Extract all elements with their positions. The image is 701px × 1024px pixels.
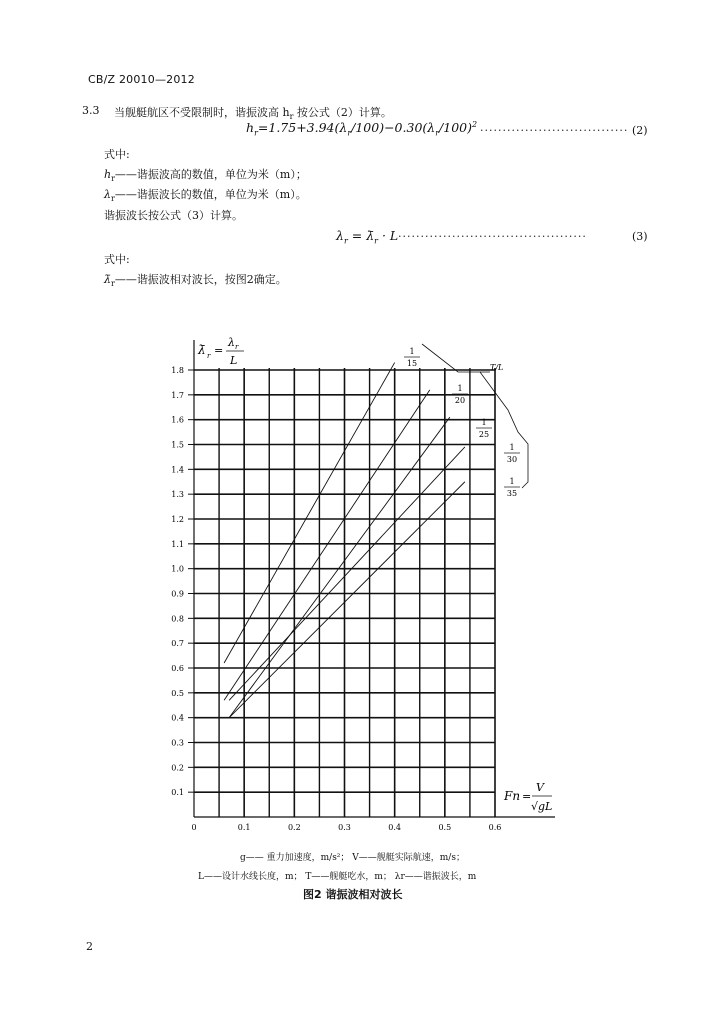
y-label-den: L <box>230 354 238 367</box>
y-tick-label: 1.0 <box>171 564 184 574</box>
definition-lambda: $\lambda_r——$谐振波长的数值，单位为米（m）。 <box>104 188 307 204</box>
legend-bracket <box>422 344 528 488</box>
series-line-25 <box>229 417 450 717</box>
leader-dots: ·········································· <box>398 230 587 243</box>
legend-num: 1 <box>509 443 515 452</box>
x-tick-label: 0.3 <box>338 823 351 832</box>
x-tick-label: 0.5 <box>438 823 452 832</box>
y-tick-labels <box>171 366 184 797</box>
formula-2-number: (2) <box>632 124 648 137</box>
caption-line-2: L——设计水线长度，m； T——舰艇吃水，m； λr——谐振波长，m <box>198 872 477 882</box>
page-number: 2 <box>86 940 93 953</box>
relative-wavelength-chart <box>150 322 570 852</box>
y-tick-label: 0.1 <box>171 788 184 798</box>
x-label-den: √gL <box>531 800 553 813</box>
series-line-20 <box>224 390 430 700</box>
formula-3-intro: 谐振波长按公式（3）计算。 <box>104 209 243 222</box>
x-label-num: V <box>536 781 544 794</box>
y-tick-label: 1.6 <box>171 415 184 425</box>
legend <box>404 344 528 498</box>
definition-h: $h_r——$谐振波高的数值，单位为米（m）； <box>104 168 307 184</box>
caption-line-1: g—— 重力加速度，m/s²； V——舰艇实际航速，m/s； <box>240 853 465 863</box>
legend-num: 1 <box>509 477 515 486</box>
legend-title: T/L <box>490 363 504 372</box>
legend-den: 15 <box>406 359 418 368</box>
x-label-lhs: Fn <box>504 789 521 803</box>
legend-den: 20 <box>454 396 466 405</box>
where-label: 式中: <box>104 148 130 161</box>
series-line-35 <box>229 482 465 718</box>
y-tick-label: 0.8 <box>171 614 184 624</box>
chart-grid <box>194 368 495 817</box>
y-tick-label: 0.5 <box>171 688 184 698</box>
legend-num: 1 <box>481 418 487 427</box>
formula-2: $h_r=1.75+3.94(\lambda_r/100)-0.30(\lambda_r/100)^2$ <box>246 120 478 138</box>
where-label-2: 式中: <box>104 253 130 266</box>
doc-code-header: CB/Z 20010—2012 <box>88 73 195 86</box>
legend-den: 30 <box>506 455 518 464</box>
x-tick-label: 0 <box>191 823 197 832</box>
y-label-prefix-sub: r <box>207 352 211 360</box>
svg-text:=: = <box>214 344 224 357</box>
legend-den: 25 <box>478 430 490 439</box>
y-label-num: λ <box>228 336 235 349</box>
formula-3: $\lambda_r$ = $\lambdā_r \cdot L$ <box>336 228 399 246</box>
y-tick-label: 0.3 <box>171 738 184 748</box>
y-tick-label: 0.6 <box>171 664 184 673</box>
svg-text:=: = <box>522 790 532 803</box>
figure-title: 图2 谐振波相对波长 <box>303 888 403 901</box>
y-tick-label: 0.7 <box>171 639 184 649</box>
x-tick-label: 0.4 <box>388 823 402 832</box>
y-tick-label: 0.4 <box>171 713 184 723</box>
section-intro: 当舰艇航区不受限制时，谐振波高 $h_r$ 按公式（2）计算。 <box>114 106 392 122</box>
x-tick-label: 0.6 <box>488 823 502 832</box>
section-number: 3.3 <box>82 104 100 117</box>
legend-num: 1 <box>409 347 415 356</box>
y-tick-label: 0.9 <box>171 589 184 599</box>
leader-dots: ································· <box>480 124 629 137</box>
y-tick-label: 1.2 <box>171 515 184 524</box>
y-tick-label: 1.3 <box>171 490 184 500</box>
chart-axes <box>188 340 555 817</box>
y-label-prefix: λ̄ <box>198 343 206 357</box>
x-axis-label <box>503 781 552 813</box>
x-tick-label: 0.1 <box>237 823 251 832</box>
legend-den: 35 <box>506 489 518 498</box>
y-tick-label: 1.1 <box>171 539 184 549</box>
y-tick-label: 1.4 <box>171 465 184 475</box>
y-tick-label: 1.5 <box>171 440 184 450</box>
y-tick-label: 0.2 <box>171 763 184 773</box>
x-tick-labels <box>191 823 501 832</box>
x-tick-label: 0.2 <box>287 823 301 832</box>
y-tick-label: 1.8 <box>171 366 184 375</box>
legend-num: 1 <box>457 384 463 393</box>
formula-3-number: (3) <box>632 230 648 243</box>
y-tick-label: 1.7 <box>171 390 184 400</box>
y-axis-label <box>197 336 244 367</box>
definition-relative-wavelength: $\lambdā_r——$谐振波相对波长，按图2确定。 <box>104 273 287 289</box>
series-line-30 <box>229 447 465 700</box>
y-label-num-sub: r <box>235 343 239 351</box>
